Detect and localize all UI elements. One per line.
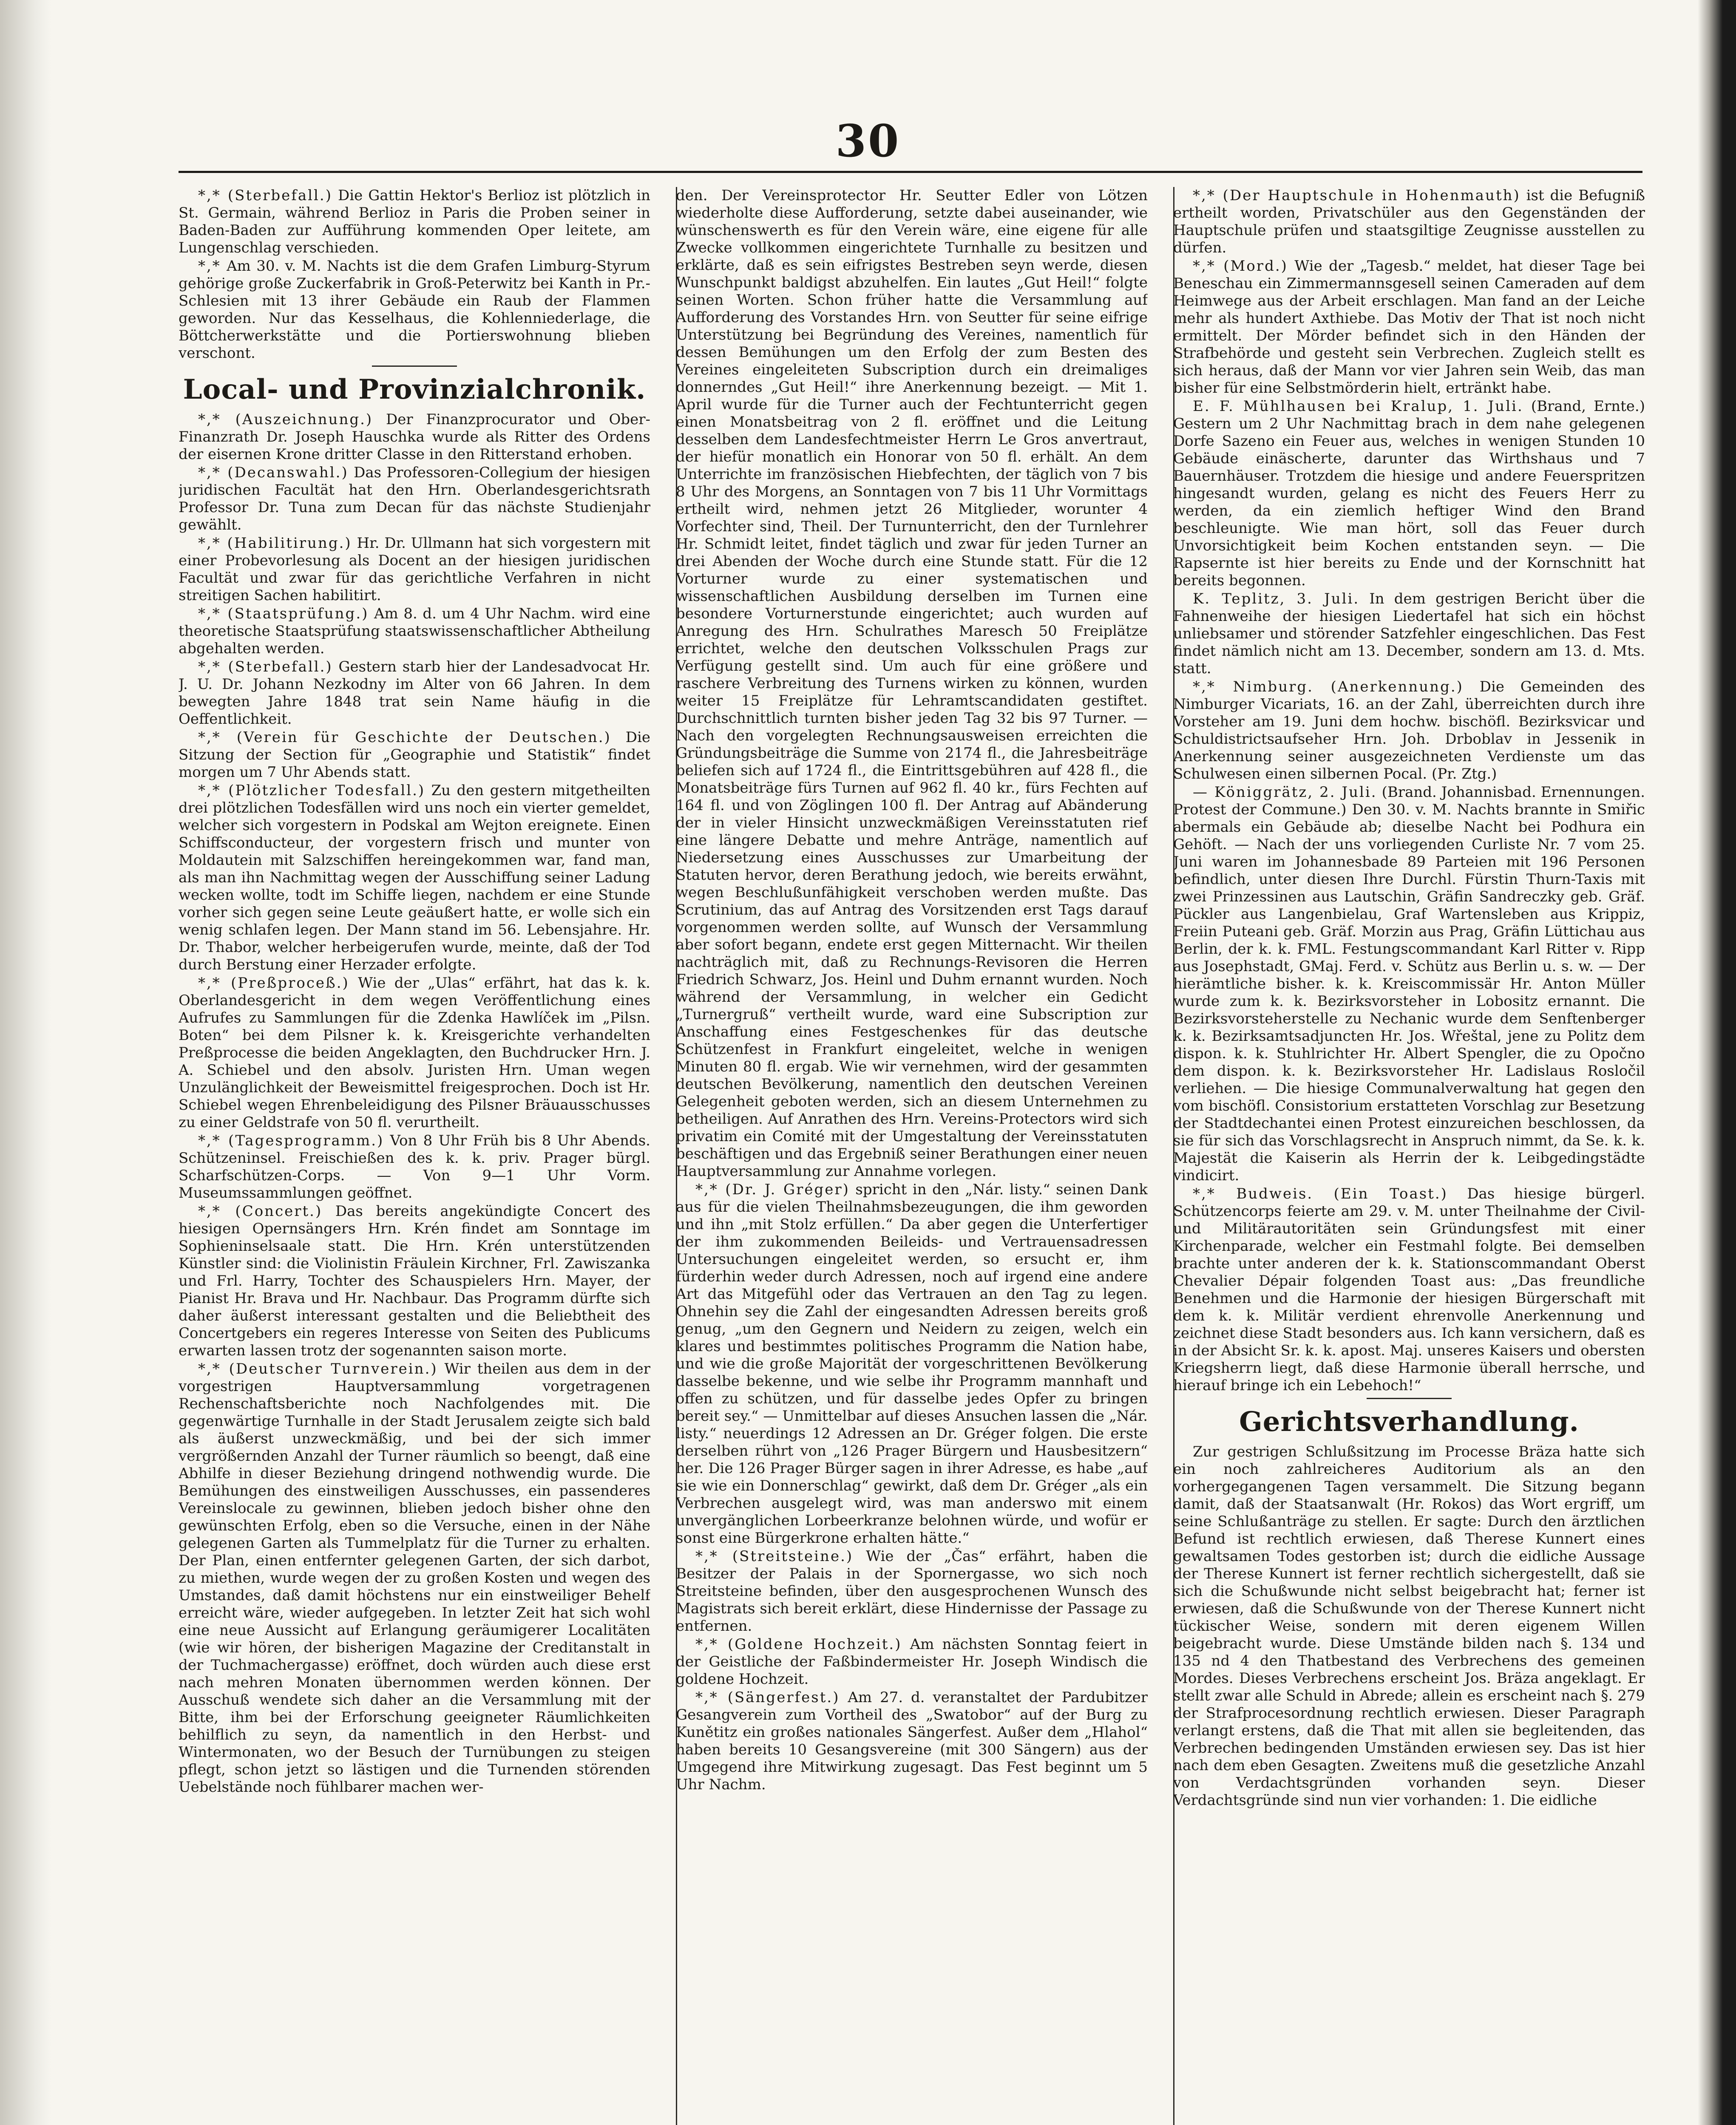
article-text: (Brand, Ernte.) Gestern um 2 Uhr Nachmittag brach in dem nahe gelegenen Dorfe Sazeno ein Feuer aus, welches in wenigen Stunden 10 Gebäude einäscherte, darunter das Wirthshaus und 7 Bauernhäuser. Trotzdem die hiesige und andere Feuerspritzen hingesandt wurden, gelang es nicht des Feuers Herr zu werden, da ein ziemlich heftiger Wind den Brand beschleunigte. Wie man hört, soll das Feuer durch Unvorsichtigkeit beim Kochen entstanden seyn. — Die Rapsernte ist hier bereits zu Ende und der Kornschnitt hat bereits begonnen. [1173,398,1645,589]
article-paragraph [179,729,650,781]
article-lead: *,* [198,258,221,275]
article-paragraph [676,1548,1148,1635]
article-lead: *,* (Tagesprogramm.) [198,1132,384,1149]
article-text: Wie der „Ulas“ erfährt, hat das k. k. Oberlandesgericht in dem wegen Veröffentlichung eines Aufrufes zu Sammlungen für die Zdenka Hawlíček im „Pilsn. Boten“ bei dem Pilsner k. k. Kreisgerichte verhandelten Preßprocesse die beiden Angeklagten, den Buchdrucker Hrn. J. A. Schiebel und den absolv. Juristen Hrn. Uman wegen Unzulänglichkeit der Beweismittel freigesprochen. Doch ist Hr. Schiebel wegen Ehrenbeleidigung des Pilsner Bräuausschusses zu einer Geldstrafe von 50 fl. verurtheilt. [179,975,650,1131]
newspaper-columns [179,187,1645,2125]
article-paragraph [179,1360,650,1796]
article-paragraph [179,411,650,463]
article-text: Hr. Dr. Ullmann hat sich vorgestern mit einer Probevorlesung als Docent an der hiesigen juridischen Facultät und zwar für das gerichtliche Verfahren in nicht streitigen Sachen habilitirt. [179,535,650,604]
article-lead: *,* (Mord.) [1193,258,1288,275]
article-text: Am 30. v. M. Nachts ist die dem Grafen Limburg-Styrum gehörige große Zuckerfabrik in Groß-Peterwitz bei Kanth in Pr.-Schlesien mit 13 ihrer Gebäude ein Raub der Flammen geworden. Nur das Kesselhaus, die Kohlenniederlage, die Böttcherwerkstätte und die Portierswohnung blieben verschont. [179,258,650,362]
section-rule [1367,1398,1452,1399]
article-lead: *,* (Concert.) [198,1203,323,1220]
article-paragraph [1173,590,1645,677]
article-paragraph [1173,1185,1645,1394]
article-lead: *,* (Decanswahl.) [198,464,349,481]
article-text: Das hiesige bürgerl. Schützencorps feierte am 29. v. M. unter Theilnahme der Civil- und Militärautoritäten sein Gründungsfest mit einer Kirchenparade, welcher ein Festmahl folgte. Bei demselben brachte unter anderen der k. k. Stationscommandant Oberst Chevalier Dépair folgenden Toast aus: „Das freundliche Benehmen und die Harmonie der hiesigen Bürgerschaft mit dem k. k. Militär verdient ehrenvolle Anerkennung und zeichnet diese Stadt besonders aus. Ich kann versichern, daß es in der Absicht Sr. k. k. apost. Maj. unseres Kaisers und obersten Kriegsherrn liegt, daß diese Harmonie überall herrsche, und hierauf bringe ich ein Lebehoch!“ [1173,1185,1645,1394]
article-text: Wie der „Tagesb.“ meldet, hat dieser Tage bei Beneschau ein Zimmermannsgesell seinen Cameraden auf dem Heimwege aus der Arbeit erschlagen. Man fand an der Leiche mehr als hundert Axthiebe. Das Motiv der That ist noch nicht ermittelt. Der Mörder befindet sich in den Händen der Strafbehörde und gesteht sein Verbrechen. Zugleich stellt es sich heraus, daß der Mann vor vier Jahren sein Weib, das man bisher für eine Selbstmörderin hielt, ertränkt habe. [1173,258,1645,397]
article-text: Die Gattin Hektor's Berlioz ist plötzlich in St. Germain, während Berlioz in Paris die Proben seiner in Baden-Baden zur Aufführung kommenden Oper leitete, am Lungenschlag verschieden. [179,187,650,256]
article-text: Von 8 Uhr Früh bis 8 Uhr Abends. Schützeninsel. Freischießen des k. k. priv. Prager bürgl. Scharfschützen-Corps. — Von 9—1 Uhr Vorm. Museumssammlungen geöffnet. [179,1132,650,1201]
article-paragraph [1173,678,1645,783]
article-lead: *,* (Dr. J. Gréger) [695,1181,850,1198]
article-paragraph [179,258,650,362]
article-paragraph [1173,784,1645,1184]
article-paragraph [1173,258,1645,397]
article-paragraph [1173,398,1645,589]
page-number: 30 [835,115,901,167]
article-text: Am 27. d. veranstaltet der Pardubitzer Gesangverein zum Vortheil des „Swatobor“ auf der Burg zu Kunětitz ein großes nationales Sängerfest. Außer dem „Hlahol“ haben bereits 10 Gesangsvereine (mit 300 Sängern) aus der Umgegend ihre Mitwirkung zugesagt. Das Fest beginnt um 5 Uhr Nachm. [676,1689,1148,1793]
article-text: Die Sitzung der Section für „Geographie und Statistik“ findet morgen um 7 Uhr Abends statt. [179,729,650,781]
article-text: Das Professoren-Collegium der hiesigen juridischen Facultät hat den Hrn. Oberlandesgerichtsrath Professor Dr. Tuna zum Decan für das nächste Studienjahr gewählt. [179,464,650,533]
article-text: Zur gestrigen Schlußsitzung im Processe Bräza hatte sich ein noch zahlreicheres Auditorium als an den vorhergegangenen Tagen versammelt. Die Sitzung begann damit, daß der Staatsanwalt (Hr. Rokos) das Wort ergriff, um seine Schlußanträge zu stellen. Er sagte: Durch den ärztlichen Befund ist rechtlich erwiesen, daß Therese Kunnert eines gewaltsamen Todes gestorben ist; durch die eidliche Aussage der Therese Kunnert ist ferner rechtlich sichergestellt, daß sie sich die Schußwunde nicht selbst beigebracht hat; ferner ist erwiesen, daß die Schußwunde von der Therese Kunnert nicht tückischer Weise, sondern mit deren eigenem Willen beigebracht wurde. Diese Umstände bilden nach §. 134 und 135 nd 4 den Thatbestand des Verbrechens des gemeinen Mordes. Dieses Verbrechens erscheint Jos. Bräza angeklagt. Er stellt zwar alle Schuld in Abrede; allein es erscheint nach §. 279 der Strafprocesordnung rechtlich erwiesen. Dieser Paragraph verlangt erstens, daß die That mit allen sie begleitenden, das Verbrechen bedingenden Umständen erwiesen sey. Das ist hier nach dem eben Gesagten. Zweitens muß die gesetzliche Anzahl von Verdachtsgründen vorhanden seyn. Dieser Verdachtsgründe sind nun vier vorhanden: 1. Die eidliche [1173,1443,1645,1809]
article-text: Wie der „Čas“ erfährt, haben die Besitzer der Palais in der Spornergasse, wo sich noch Streitsteine befinden, über den ausgesprochenen Wunsch des Magistrats sich bereit erklärt, diese Hindernisse der Passage zu entfernen. [676,1548,1148,1635]
article-lead: *,* (Sterbefall.) [198,187,332,204]
article-paragraph [1173,1443,1645,1809]
article-lead: *,* (Verein für Geschichte der Deutschen.) [198,729,611,746]
article-paragraph [676,1181,1148,1547]
article-paragraph [179,658,650,728]
article-text: Der Finanzprocurator und Ober-Finanzrath Dr. Joseph Hauschka wurde als Ritter des Ordens der eisernen Krone dritter Classe in den Ritterstand erhoben. [179,411,650,463]
article-lead: — Königgrätz, 2. Juli. [1193,784,1377,801]
article-paragraph [179,605,650,657]
article-paragraph [1173,187,1645,257]
article-lead: *,* (Plötzlicher Todesfall.) [198,782,425,799]
column-1 [179,187,650,2125]
article-lead: *,* (Habilitirung.) [198,535,352,552]
article-paragraph [179,975,650,1131]
article-paragraph [179,535,650,604]
article-text: Wir theilen aus dem in der vorgestrigen Hauptversammlung vorgetragenen Rechenschaftsberichte noch Nachfolgendes mit. Die gegenwärtige Turnhalle in der Stadt Jerusalem zeigte sich bald als äußerst unzweckmäßig, und bei der sich immer vergrößernden Anzahl der Turner räumlich so beengt, daß eine Abhilfe in dieser Beziehung dringend nothwendig wurde. Die Bemühungen des einstweiligen Ausschusses, ein passenderes Vereinslocale zu gewinnen, blieben jedoch bisher ohne den gewünschten Erfolg, eben so die Versuche, einen in der Nähe gelegenen Garten als Tummelplatz für die Turner zu erhalten. Der Plan, einen entfernter gelegenen Garten, der sich darbot, zu miethen, wurde wegen der zu großen Kosten und wegen des Umstandes, daß damit höchstens nur ein einstweiliger Behelf erreicht wäre, wieder aufgegeben. In letzter Zeit hat sich wohl eine neue Aussicht auf Erlangung geräumigerer Localitäten (wie wir hören, der bisherigen Magazine der Creditanstalt in der Tuchmachergasse) eröffnet, doch würden auch diese erst nach mehren Monaten übernommen werden können. Der Ausschuß wendete sich daher an die Versammlung mit der Bitte, ihm bei der Erforschung geeigneter Räumlichkeiten behilflich zu seyn, da namentlich in den Herbst- und Wintermonaten, wo der Besuch der Turnübungen zu steigen pflegt, schon jetzt so lästigen und die Turnenden störenden Uebelstände noch fühlbarer machen wer- [179,1360,650,1796]
article-lead: *,* (Der Hauptschule in Hohenmauth) [1193,187,1520,204]
column-2 [676,187,1148,2125]
article-paragraph [179,187,650,257]
article-lead: *,* (Streitsteine.) [695,1548,854,1565]
scan-edge-left [0,0,51,2125]
article-paragraph [179,1132,650,1202]
section-heading: Gerichtsverhandlung. [1239,1406,1579,1438]
article-text: ist die Befugniß ertheilt worden, Privatschüler aus den Gegenständen der Hauptschule prüfen und staatsgiltige Zeugnisse ausstellen zu dürfen. [1173,187,1645,256]
article-paragraph [676,187,1148,1180]
article-text: Gestern starb hier der Landesadvocat Hr. J. U. Dr. Johann Nezkodny im Alter von 66 Jahren. In dem bewegten Jahre 1848 trat sein Name häufig in die Oeffentlichkeit. [179,658,650,728]
article-lead: K. Teplitz, 3. Juli. [1193,590,1360,607]
article-lead: *,* (Sängerfest.) [695,1689,840,1706]
scan-edge-right [1698,0,1736,2125]
article-text: Am 8. d. um 4 Uhr Nachm. wird eine theoretische Staatsprüfung staatswissenschaftlicher Abtheilung abgehalten werden. [179,605,650,657]
article-lead: *,* Budweis. (Ein Toast.) [1193,1185,1448,1202]
section-heading: Local- und Provinzialchronik. [183,374,646,405]
article-lead: *,* (Preßproceß.) [198,975,349,992]
article-text: spricht in den „Nár. listy.“ seinen Dank aus für die vielen Theilnahmsbezeugungen, die ihm geworden und ihn „mit Stolz erfüllen.“ Da aber gegen die Unterfertiger der ihm zukommenden Beileids- und Vertrauensadressen Untersuchungen eingeleitet werden, so ersucht er, ihm fürderhin weder durch Adressen, noch auf irgend eine andere Art das Mitgefühl oder das Vertrauen an den Tag zu legen. Ohnehin sey die Zahl der eingesandten Adressen bereits groß genug, „um den Gegnern und Neidern zu zeigen, welch ein klares und bestimmtes politisches Programm die Nation habe, und wie die große Majorität der vorgeschrittenen Bevölkerung dasselbe bekenne, und wie selbe ihr Programm mannhaft und offen zu schützen, und für dasselbe jedes Opfer zu bringen bereit sey.“ — Unmittelbar auf dieses Ansuchen lassen die „Nár. listy.“ neuerdings 12 Adressen an Dr. Gréger folgen. Die erste derselben rührt von „126 Prager Bürgern und Hausbesitzern“ her. Die 126 Prager Bürger sagen in ihrer Adresse, es habe „auf sie wie ein Donnerschlag“ gewirkt, daß dem Dr. Gréger „als ein Verbrechen ausgelegt wird, was man anderswo mit einem unvergänglichen Lorbeerkranze belohnen würde, und wofür er sonst eine Bürgerkrone erhalten hätte.“ [676,1181,1148,1547]
article-text: den. Der Vereinsprotector Hr. Seutter Edler von Lötzen wiederholte diese Aufforderung, setzte dabei auseinander, wie wünschenswerth es für den Verein wäre, eine eigene für alle Zwecke vollkommen eingerichtete Turnhalle zu besitzen und erklärte, daß es sein eifrigstes Bestreben seyn werde, diesen Wunschpunkt baldigst abzuhelfen. Ein lautes „Gut Heil!“ folgte seinen Worten. Schon früher hatte die Versammlung auf Aufforderung des Vorstandes Hrn. von Seutter für seine eifrige Unterstützung bei Begründung des Vereines, namentlich für dessen Bemühungen um den Erfolg der zum Besten des Vereines eingeleiteten Subscription durch ein dreimaliges donnerndes „Gut Heil!“ ihre Anerkennung bezeigt. — Mit 1. April wurde für die Turner auch der Fechtunterricht gegen einen Monatsbeitrag von 2 fl. eröffnet und die Leitung desselben dem Landesfechtmeister Herrn Le Gros anvertraut, der hiefür monatlich ein Honorar von 50 fl. erhält. An dem Unterrichte im französischen Hiebfechten, der täglich von 7 bis 8 Uhr des Morgens, an Sonntagen von 7 bis 11 Uhr Vormittags ertheilt wird, nehmen jetzt 26 Mitglieder, worunter 4 Vorfechter sind, Theil. Der Turnunterricht, den der Turnlehrer Hr. Schmidt leitet, findet täglich und zwar für jeden Turner an drei Abenden der Woche durch eine Stunde statt. Für die 12 Vorturner wurde zu einer systematischen und wissenschaftlichen Ausbildung derselben im Turnen eine besondere Vorturnerstunde eingerichtet; auch wurden auf Anregung des Hrn. Schulrathes Maresch 50 Freiplätze errichtet, welche den deutschen Volksschulen Prags zur Verfügung gestellt sind. Um auch für eine größere und raschere Verbreitung des Turnens wirken zu können, wurden weiter 15 Freiplätze für Lehramtscandidaten gestiftet. Durchschnittlich turnten bisher jeden Tag 32 bis 97 Turner. — Nach den vorgelegten Rechnungsausweisen erreichten die Gründungsbeiträge die Summe von 2174 fl., die Jahresbeiträge beliefen sich auf 1724 fl., die Eintrittsgebühren auf 428 fl., die Monatsbeiträge fürs Turnen auf 962 fl. 40 kr., fürs Fechten auf 164 fl. und von Zöglingen 100 fl. Der Antrag auf Abänderung der in vieler Hinsicht unzweckmäßigen Vereinsstatuten rief eine längere Debatte und mehre Anträge, namentlich auf Niedersetzung eines Ausschusses zur Umarbeitung der Statuten hervor, deren Berathung jedoch, wie bereits erwähnt, wegen Beschlußunfähigkeit verschoben werden mußte. Das Scrutinium, das auf Antrag des Vorsitzenden erst Tags darauf vorgenommen werden sollte, auf Wunsch der Versammlung aber sofort begann, endete erst gegen Mitternacht. Wir theilen nachträglich mit, daß zu Rechnungs-Revisoren die Herren Friedrich Schwarz, Jos. Heinl und Duhm ernannt wurden. Noch während der Versammlung, in welcher ein Gedicht „Turnergruß“ vertheilt wurde, ward eine Subscription zur Anschaffung eines Festgeschenkes für das deutsche Schützenfest in Frankfurt eingeleitet, welche in wenigen Minuten 80 fl. ergab. Wie wir vernehmen, wird der gesammten deutschen Bevölkerung, namentlich den deutschen Vereinen Gelegenheit geboten werden, sich an diesem Unternehmen zu betheiligen. Auf Anrathen des Hrn. Vereins-Protectors wird sich privatim ein Comité mit der Umgestaltung der Vereinsstatuten beschäftigen und das Ergebniß seiner Berathungen einer neuen Hauptversammlung zur Annahme vorlegen. [676,187,1148,1180]
article-paragraph [676,1689,1148,1794]
article-text: Die Gemeinden des Nimburger Vicariats, 16. an der Zahl, überreichten durch ihre Vorsteher am 19. Juni dem hochw. bischöfl. Bezirksvicar und Schuldistrictsaufseher Hrn. Joh. Drboblav in Jessenik in Anerkennung seiner ausgezeichneten Verdienste um das Schulwesen einen silbernen Pocal. (Pr. Ztg.) [1173,678,1645,782]
article-lead: *,* Nimburg. (Anerkennung.) [1193,678,1464,695]
article-text: Zu den gestern mitgetheilten drei plötzlichen Todesfällen wird uns noch ein vierter gemeldet, welcher sich vorgestern in Podskal am Wejton ereignete. Einen Schiffsconducteur, der vorgestern frisch und munter von Moldautein mit Salzschiffen hereingekommen war, fand man, als man ihn Nachmittag wegen der Ausschiffung seiner Ladung wecken wollte, todt im Schiffe liegen, nachdem er eine Stunde vorher sich gegen seine Leute geäußert hatte, er wolle sich ein wenig schlafen legen. Der Mann stand im 56. Lebensjahre. Hr. Dr. Thabor, welcher herbeigerufen wurde, meinte, daß der Tod durch Berstung einer Herzader erfolgte. [179,782,650,973]
column-3 [1173,187,1645,2125]
article-lead: *,* (Staatsprüfung.) [198,605,369,622]
article-text: Am nächsten Sonntag feiert in der Geistliche der Faßbindermeister Hr. Joseph Windisch die goldene Hochzeit. [676,1636,1148,1688]
header-rule [179,171,1642,173]
article-lead: *,* (Deutscher Turnverein.) [198,1360,438,1377]
section-rule [372,366,457,367]
article-paragraph [179,464,650,534]
article-text: (Brand. Johannisbad. Ernennungen. Protest der Commune.) Den 30. v. M. Nachts brannte in Smiřic abermals ein Gebäude ab; dieselbe Nacht bei Podhura ein Gehöft. — Nach der uns vorliegenden Curliste Nr. 7 vom 25. Juni waren im Johannesbade 89 Parteien mit 196 Personen befindlich, unter diesen Ihre Durchl. Fürstin Thurn-Taxis mit zwei Prinzessinen aus Lautschin, Gräfin Sandreczky geb. Gräf. Pückler aus Langenbielau, Graf Wartensleben aus Krippiz, Freiin Puteani geb. Gräf. Morzin aus Prag, Gräfin Lüttichau aus Berlin, der k. k. FML. Festungscommandant Karl Ritter v. Ripp aus Josephstadt, GMaj. Ferd. v. Schütz aus Berlin u. s. w. — Der hierämtliche bisher. k. k. Kreiscommissär Hr. Anton Müller wurde zum k. k. Bezirksvorsteher in Lobositz ernannt. Die Bezirksvorsteherstelle zu Nechanic wurde dem Senftenberger k. k. Bezirksamtsadjuncten Hr. Jos. Wřeštal, jene zu Politz dem dispon. k. k. Stuhlrichter Hr. Albert Spengler, die zu Opočno dem dispon. k. k. Bezirksvorsteher Hr. Ladislaus Rosločil verliehen. — Die hiesige Communalverwaltung hat gegen den vom bischöfl. Consistorium erstatteten Vorschlag zur Besetzung der Stadtdechantei einen Protest einzureichen beschlossen, da sie für sich das Vorschlagsrecht in Anspruch nimmt, da Se. k. k. Majestät die Kaiserin als Herrin der k. Leibgedingstädte vindicirt. [1173,784,1645,1184]
article-paragraph [179,782,650,974]
article-lead: E. F. Mühlhausen bei Kralup, 1. Juli. [1193,398,1523,415]
article-lead: *,* (Sterbefall.) [198,658,333,675]
article-text: Das bereits angekündigte Concert des hiesigen Opernsängers Hrn. Krén findet am Sonntage im Sophieninselsaale statt. Die Hrn. Krén unterstützenden Künstler sind: die Violinistin Fräulein Kirchner, Frl. Zawiszanka und Frl. Harry, Tochter des Schauspielers Hrn. Mayer, der Pianist Hr. Brava und Hr. Nachbaur. Das Programm dürfte sich daher äußerst interessant gestalten und die Beliebtheit des Concertgebers ein regeres Interesse von Seiten des Publicums erwarten lassen trotz der sogenannten saison morte. [179,1203,650,1359]
article-paragraph [676,1636,1148,1688]
article-paragraph [179,1203,650,1360]
article-lead: *,* (Goldene Hochzeit.) [695,1636,902,1653]
article-text: In dem gestrigen Bericht über die Fahnenweihe der hiesigen Liedertafel hat sich ein höchst unliebsamer und störender Satzfehler eingeschlichen. Das Fest findet nämlich nicht am 13. December, sondern am 13. d. Mts. statt. [1173,590,1645,677]
article-lead: *,* (Auszeichnung.) [198,411,373,428]
